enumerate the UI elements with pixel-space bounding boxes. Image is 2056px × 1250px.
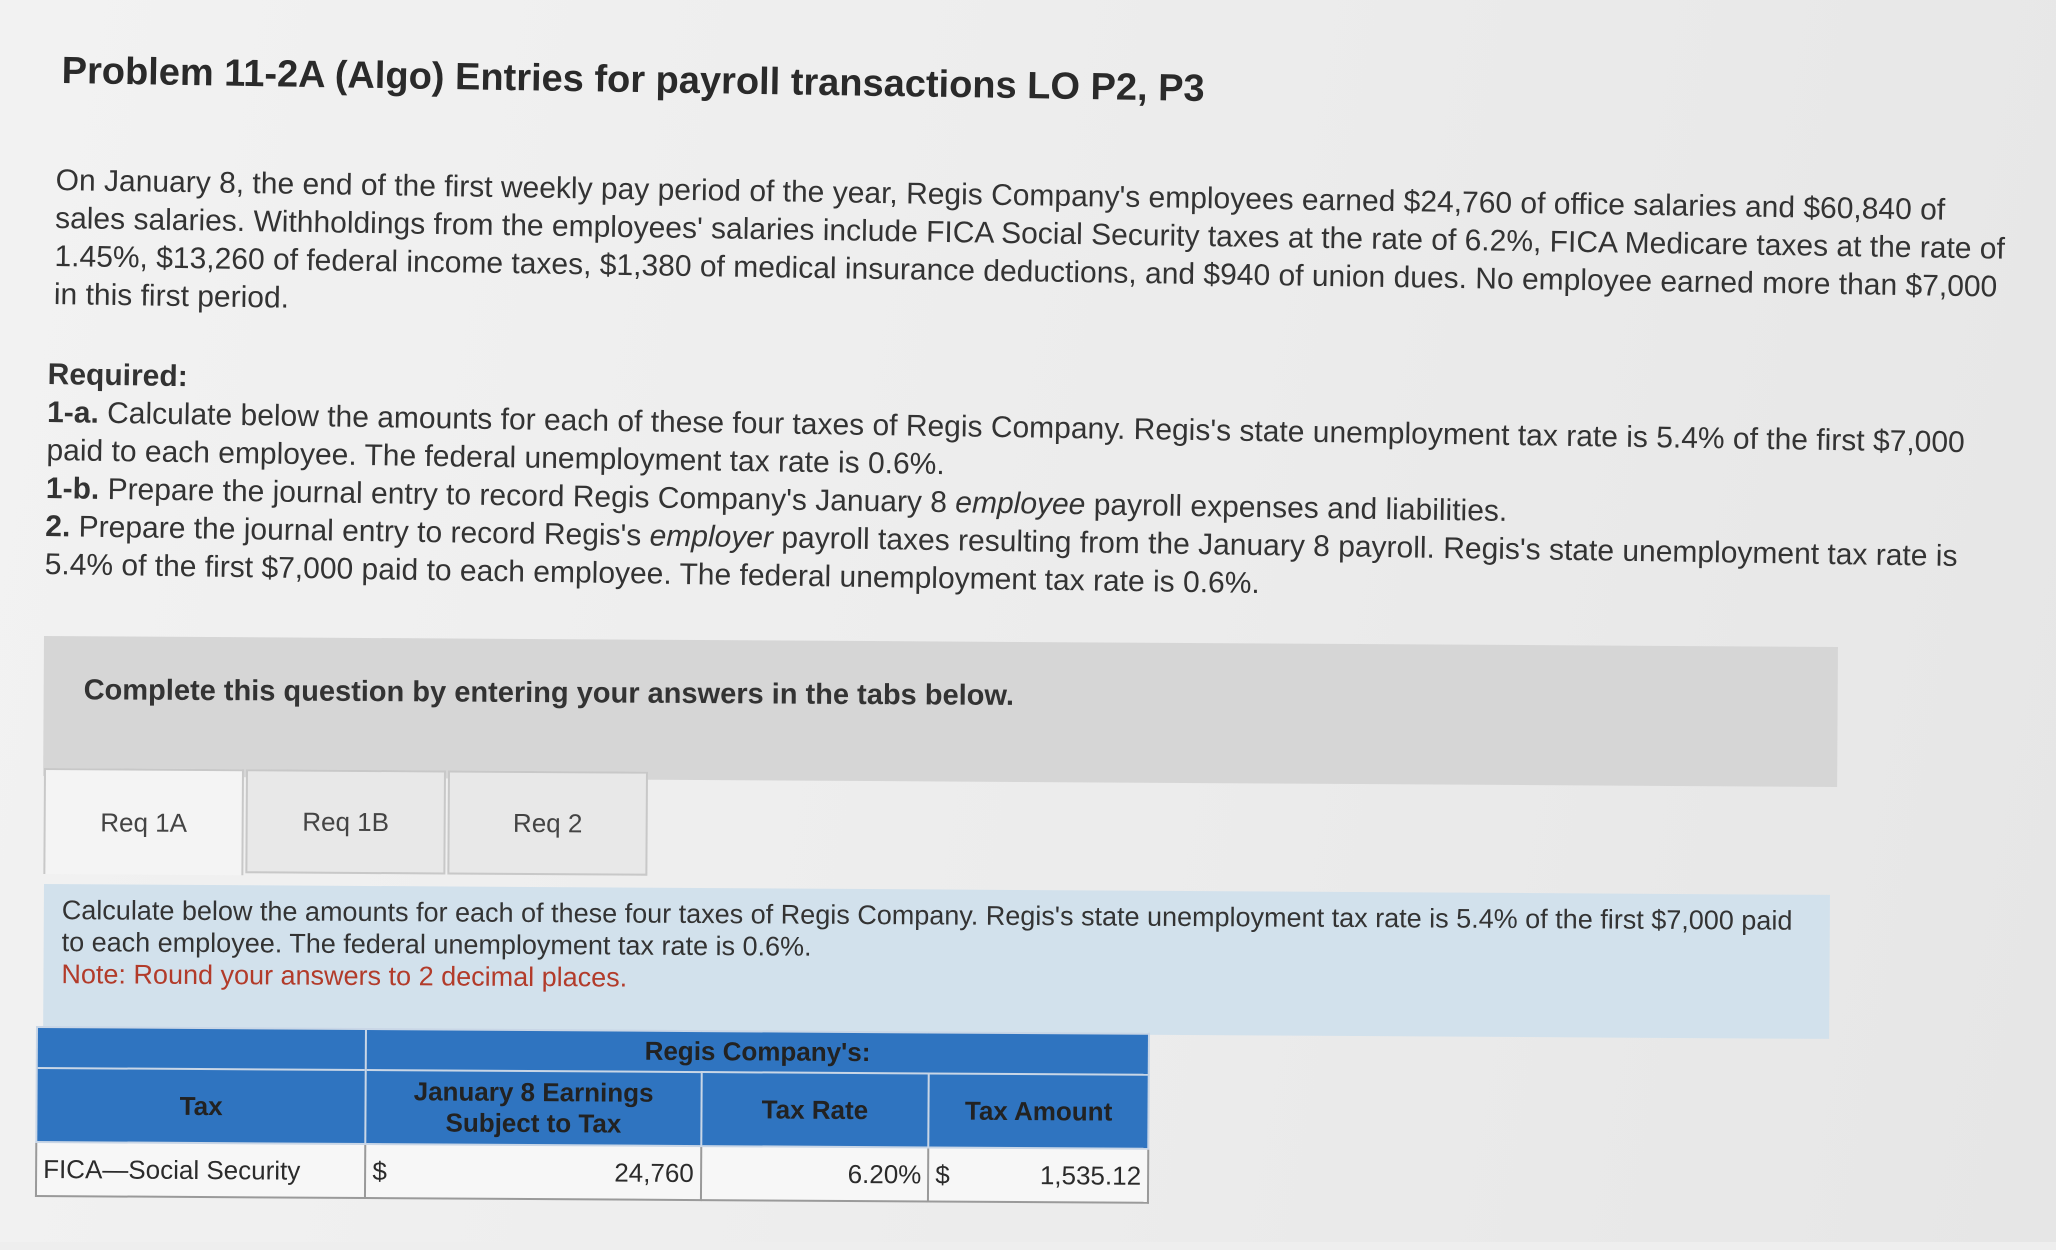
instruction-panel bbox=[43, 884, 1830, 1039]
required-item-num: 2. bbox=[45, 509, 71, 544]
currency-symbol: $ bbox=[935, 1158, 950, 1190]
table-corner bbox=[37, 1027, 367, 1070]
required-item-num: 1-a. bbox=[46, 395, 100, 430]
row-rate-input[interactable]: 6.20% bbox=[701, 1146, 929, 1201]
header-rate: Tax Rate bbox=[701, 1072, 929, 1147]
panel-instruction: Calculate below the amounts for each of these four taxes of Regis Company. Regis's state unemployment tax rate is 5.4% of the first $7,000 paid to each employee. The federal unemployment tax rate is 0.6%. bbox=[61, 895, 1793, 962]
required-section bbox=[44, 356, 2027, 615]
required-heading: Required: bbox=[47, 357, 188, 394]
currency-symbol: $ bbox=[372, 1155, 388, 1186]
tab-req-1a[interactable]: Req 1A bbox=[43, 768, 244, 875]
tax-table-wrap bbox=[35, 1026, 1150, 1223]
tax-table bbox=[35, 1026, 1150, 1204]
row-tax-name: FICA—Social Security bbox=[36, 1142, 366, 1198]
problem-title: Problem 11-2A (Algo) Entries for payroll transactions LO P2, P3 bbox=[61, 50, 1205, 110]
panel-note: Note: Round your answers to 2 decimal places. bbox=[61, 959, 628, 993]
earnings-value: 24,760 bbox=[614, 1157, 694, 1188]
problem-paragraph: On January 8, the end of the first weekly pay period of the year, Regis Company's employees earned $24,760 of office salaries and $60,840 of sales salaries. Withholdings from the employees' salaries include FICA Social Security taxes at the rate of 6.2%, FICA Medicare taxes at the rate of 1.45%, $13,260 of federal income taxes, $1,380 of medical insurance deductions, and $940 of union dues. No employee earned more than $7,000 in this first period. bbox=[53, 163, 2006, 315]
table-row bbox=[36, 1142, 1148, 1203]
tab-bar bbox=[43, 768, 1824, 883]
required-item-italic: employee bbox=[955, 486, 1086, 522]
row-earnings-input[interactable] bbox=[365, 1144, 701, 1200]
header-tax: Tax bbox=[36, 1068, 366, 1144]
required-item-text: Calculate below the amounts for each of these four taxes of Regis Company. Regis's state unemployment tax rate is 5.4% of the first $7,000 paid to each employee. The federal unemployment tax rate is 0.6%. bbox=[46, 396, 1965, 482]
header-amount: Tax Amount bbox=[929, 1073, 1149, 1148]
instructions-banner bbox=[43, 636, 1838, 787]
panel-text bbox=[61, 894, 1822, 1001]
required-item-text: payroll taxes resulting from the January 8 payroll. Regis's state unemployment tax rate is 5.4% of the first $7,000 paid to each employee. The federal unemployment tax rate is 0.6%. bbox=[44, 521, 1958, 601]
required-item-text: payroll expenses and liabilities. bbox=[1085, 488, 1508, 528]
banner-text: Complete this question by entering your answers in the tabs below. bbox=[83, 674, 1015, 712]
required-item-text: Prepare the journal entry to record Regis Company's January 8 bbox=[98, 472, 956, 520]
group-header: Regis Company's: bbox=[366, 1029, 1149, 1075]
required-item-text: Prepare the journal entry to record Regis's bbox=[70, 510, 650, 553]
amount-value: 1,535.12 bbox=[1039, 1159, 1142, 1191]
required-item-num: 1-b. bbox=[45, 471, 100, 506]
tab-req-1b[interactable]: Req 1B bbox=[245, 769, 446, 874]
tab-req-2[interactable]: Req 2 bbox=[447, 770, 648, 875]
row-amount-input[interactable] bbox=[928, 1147, 1148, 1202]
required-item-italic: employer bbox=[649, 519, 774, 555]
header-earnings: January 8 Earnings Subject to Tax bbox=[366, 1070, 702, 1146]
